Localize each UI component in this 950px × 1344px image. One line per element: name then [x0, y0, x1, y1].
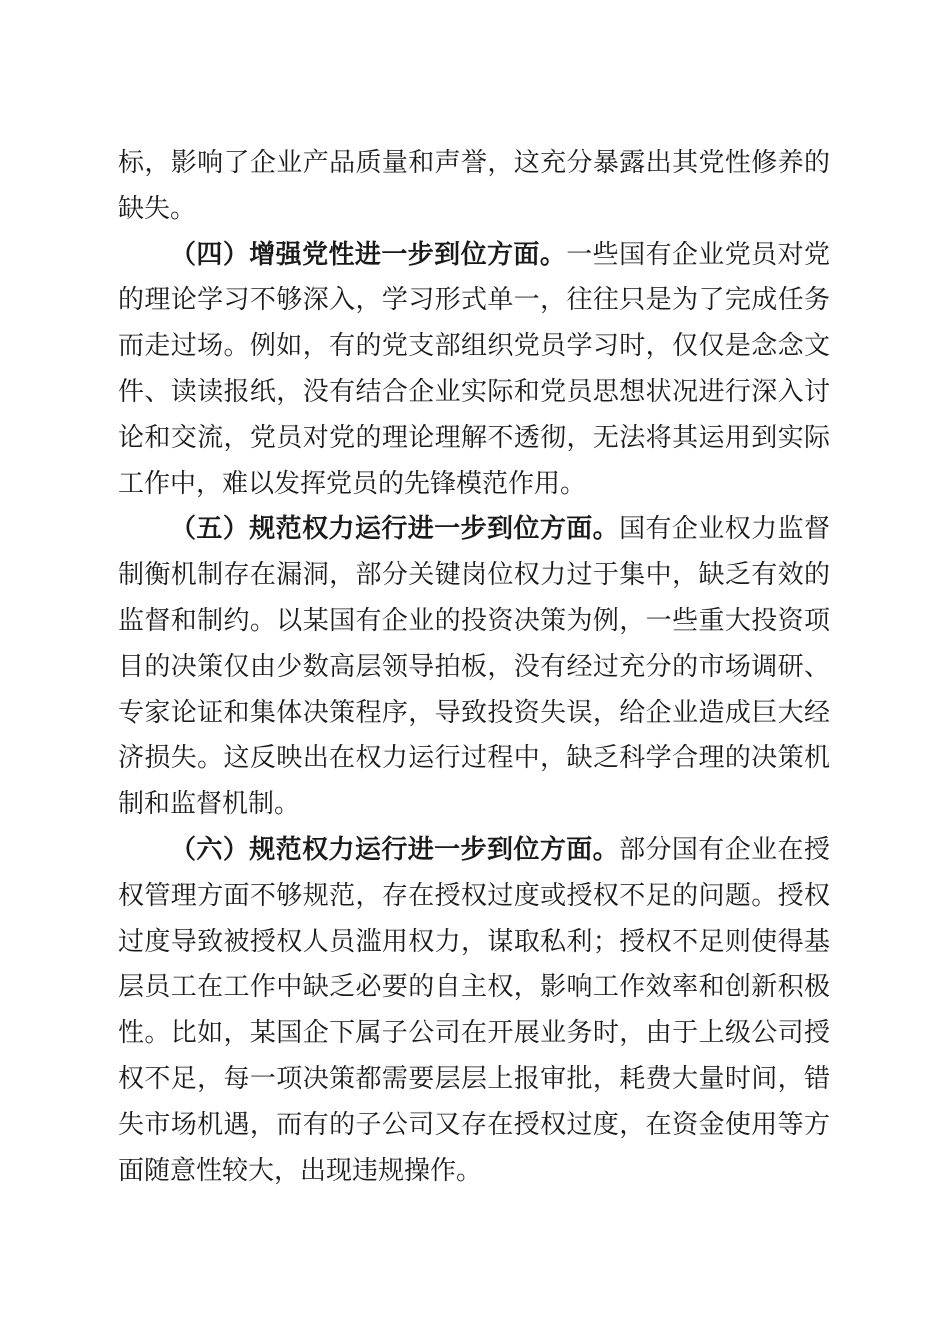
paragraph-text: 一些国有企业党员对党的理论学习不够深入，学习形式单一，往往只是为了完成任务而走过场。例如，有的党支部组织党员学习时，仅仅是念念文件、读读报纸，没有结合企业实际和党员思想状况进行深入讨论和交流，党员对党的理论理解不透彻，无法将其运用到实际工作中，难以发挥党员的先锋模范作用。 — [118, 239, 830, 499]
paragraph-text: 国有企业权力监督制衡机制存在漏洞，部分关键岗位权力过于集中，缺乏有效的监督和制约。以某国有企业的投资决策为例，一些重大投资项目的决策仅由少数高层领导拍板，没有经过充分的市场调研、专家论证和集体决策程序，导致投资失误，给企业造成巨大经济损失。这反映出在权力运行过程中，缺乏科学合理的决策机制和监督机制。 — [118, 514, 830, 820]
section-heading: （六）规范权力运行进一步到位方面。 — [170, 834, 620, 865]
paragraph-text: 标，影响了企业产品质量和声誉，这充分暴露出其党性修养的缺失。 — [118, 148, 830, 224]
document-body — [118, 141, 830, 1194]
section-heading: （五）规范权力运行进一步到位方面。 — [170, 514, 620, 545]
paragraph-text: 部分国有企业在授权管理方面不够规范，存在授权过度或授权不足的问题。授权过度导致被授权人员滥用权力，谋取私利；授权不足则使得基层员工在工作中缺乏必要的自主权，影响工作效率和创新积极性。比如，某国企下属子公司在开展业务时，由于上级公司授权不足，每一项决策都需要层层上报审批，耗费大量时间，错失市场机遇，而有的子公司又存在授权过度，在资金使用等方面随意性较大，出现违规操作。 — [118, 834, 830, 1186]
section-heading: （四）增强党性进一步到位方面。 — [170, 239, 567, 270]
paragraph-continuation — [118, 141, 830, 233]
paragraph-section-5 — [118, 507, 830, 828]
paragraph-section-4 — [118, 233, 830, 508]
paragraph-section-6 — [118, 828, 830, 1194]
